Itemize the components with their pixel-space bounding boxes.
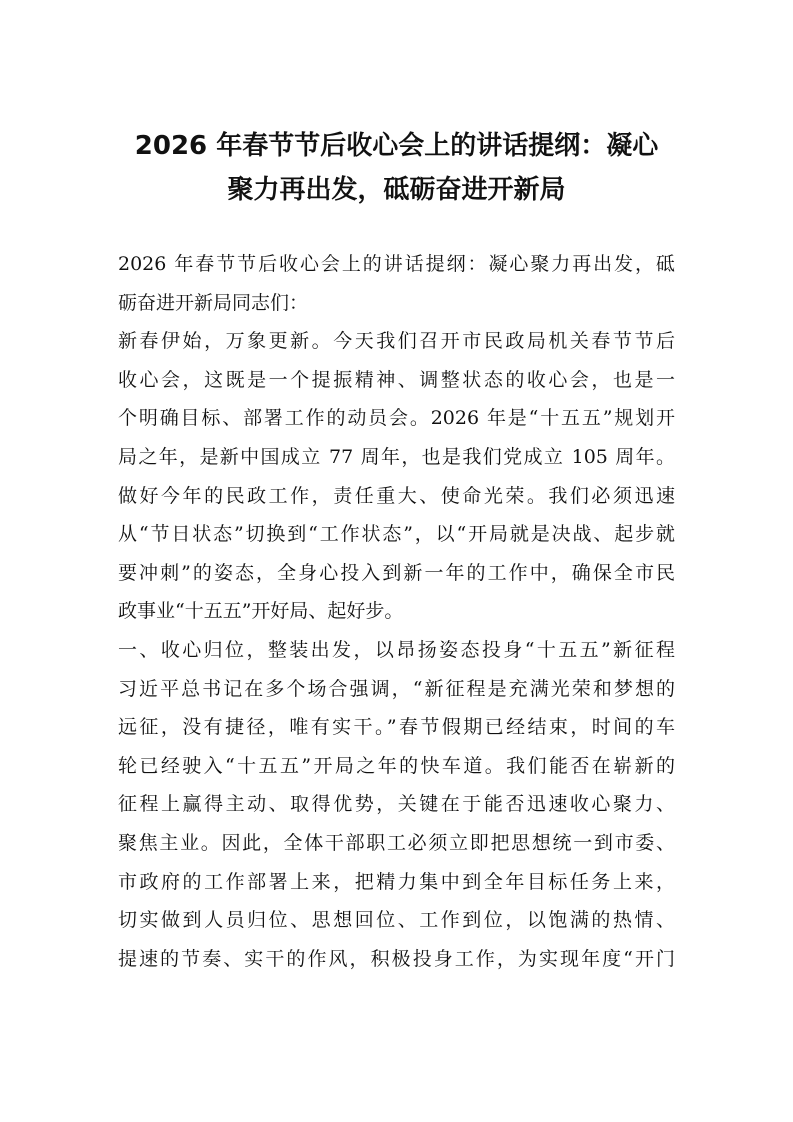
text-line: 2026 年春节节后收心会上的讲话提纲：凝心聚力再出发，砥 [118,253,675,275]
text-line: 一、收心归位，整装出发，以昂扬姿态投身“十五五”新征程 [118,638,675,661]
text-line: 要冲刺”的姿态，全身心投入到新一年的工作中，确保全市民 [118,561,675,584]
text-line: 新春伊始，万象更新。今天我们召开市民政局机关春节节后 [118,330,675,353]
text-line: 习近平总书记在多个场合强调，“新征程是充满光荣和梦想的 [118,677,675,700]
section-heading [118,631,675,670]
text-line: 局之年，是新中国成立 77 周年，也是我们党成立 105 周年。 [118,445,675,468]
text-line: 做好今年的民政工作，责任重大、使命光荣。我们必须迅速 [118,484,675,507]
text-line: 远征，没有捷径，唯有实干。”春节假期已经结束，时间的车 [118,716,675,739]
text-line: 政事业“十五五”开好局、起好步。 [118,600,404,623]
document-title [100,124,693,212]
paragraph-opening [118,245,675,322]
paragraph-intro [118,322,675,631]
text-line: 收心会，这既是一个提振精神、调整状态的收心会，也是一 [118,368,675,391]
text-line: 市政府的工作部署上来，把精力集中到全年目标任务上来， [118,870,675,893]
text-line: 切实做到人员归位、思想回位、工作到位，以饱满的热情、 [118,909,675,932]
title-line: 聚力再出发，砥砺奋进开新局 [227,175,566,205]
text-line: 聚焦主业。因此，全体干部职工必须立即把思想统一到市委、 [118,831,675,854]
text-line: 征程上赢得主动、取得优势，关键在于能否迅速收心聚力、 [118,793,675,816]
text-line: 轮已经驶入“十五五”开局之年的快车道。我们能否在崭新的 [118,754,675,777]
text-line: 个明确目标、部署工作的动员会。2026 年是“十五五”规划开 [118,407,675,430]
text-line: 从“节日状态”切换到“工作状态”，以“开局就是决战、起步就 [118,523,675,546]
document-body [118,245,675,978]
paragraph-section-one [118,670,675,979]
text-line: 提速的节奏、实干的作风，积极投身工作，为实现年度“开门 [118,947,675,970]
text-line: 砺奋进开新局同志们： [118,291,309,314]
title-line: 2026 年春节节后收心会上的讲话提纲：凝心 [134,131,659,161]
